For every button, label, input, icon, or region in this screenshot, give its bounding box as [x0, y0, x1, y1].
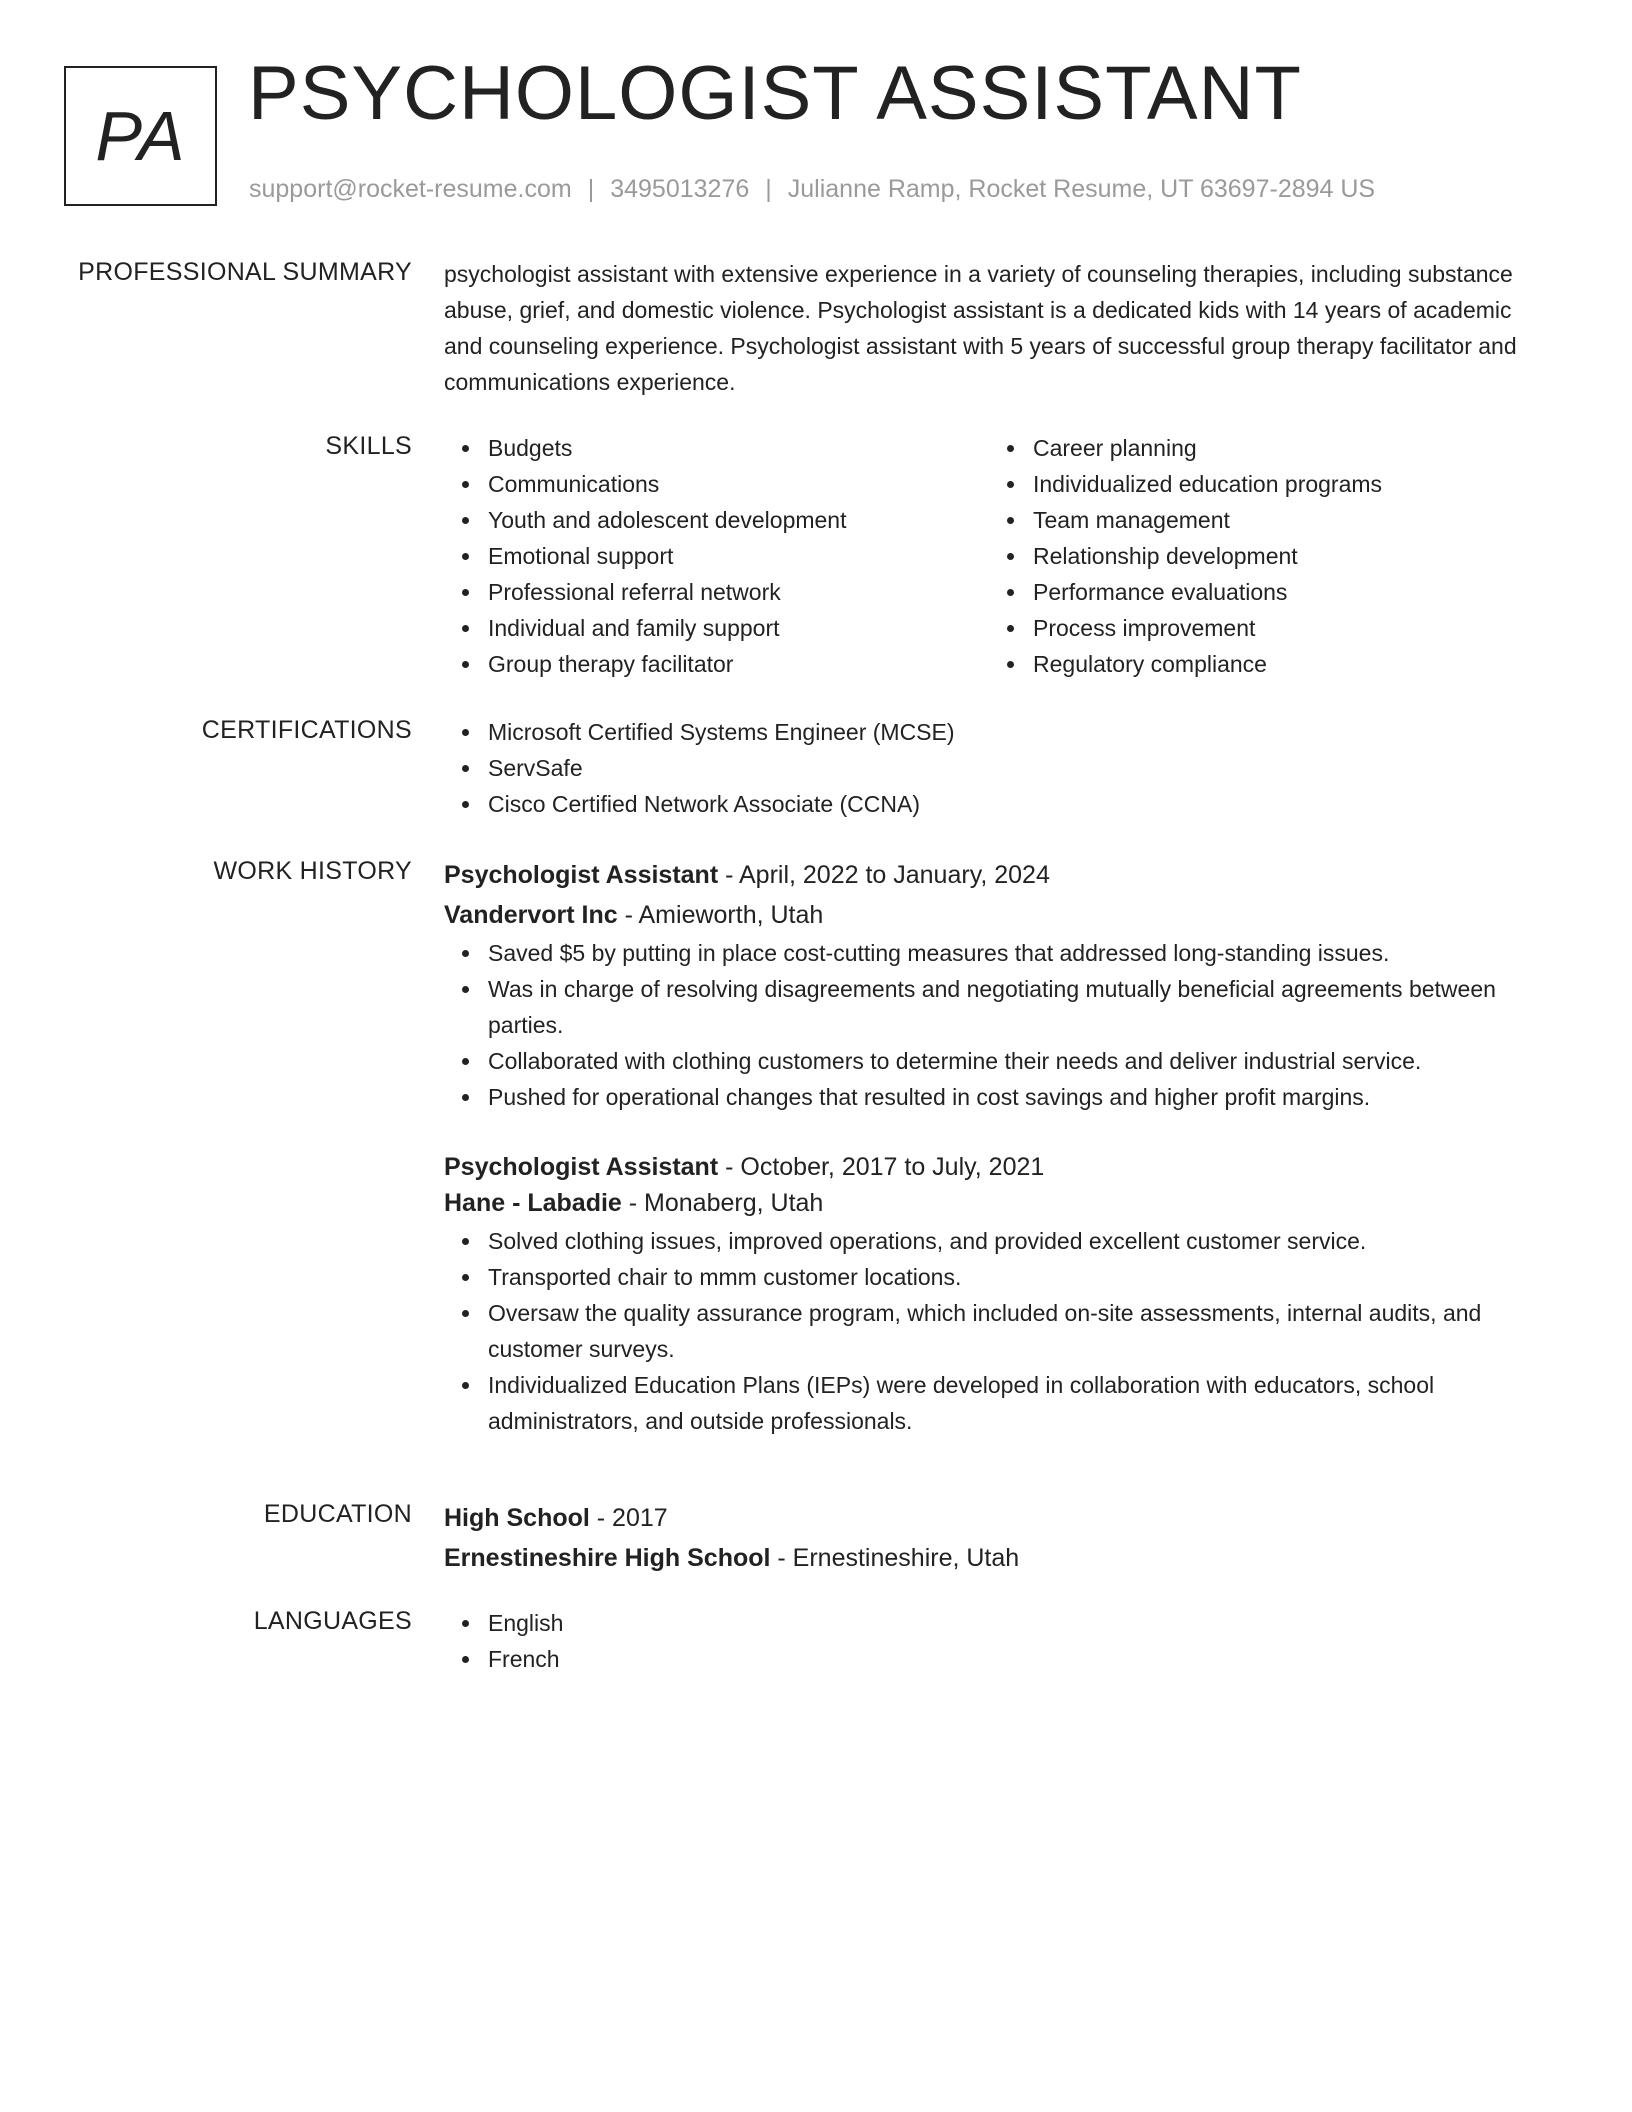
skills-list-right: [989, 430, 1534, 682]
skill-item: Team management: [1033, 502, 1534, 538]
job-company-line: [444, 895, 1554, 935]
job-location: - Amieworth, Utah: [617, 901, 824, 929]
job-title-line: [444, 855, 1554, 895]
contact-phone[interactable]: 3495013276: [610, 175, 750, 203]
language-item: English: [488, 1605, 1554, 1641]
skill-item: Process improvement: [1033, 610, 1534, 646]
job-bullet: Collaborated with clothing customers to determine their needs and deliver industrial service.: [488, 1043, 1554, 1079]
skill-item: Individualized education programs: [1033, 466, 1534, 502]
languages-body: [444, 1605, 1554, 1677]
job-entry: [444, 1147, 1554, 1439]
monogram-box: [64, 66, 217, 206]
job-bullet: Transported chair to mmm customer locations.: [488, 1259, 1554, 1295]
contact-address: Julianne Ramp, Rocket Resume, UT 63697-2894 US: [787, 175, 1376, 203]
skill-item: Communications: [488, 466, 989, 502]
job-title: Psychologist Assistant: [444, 861, 719, 889]
languages-heading: LANGUAGES: [253, 1607, 412, 1635]
summary-heading: PROFESSIONAL SUMMARY: [78, 258, 412, 286]
education-degree: High School: [444, 1504, 590, 1532]
job-bullet: Pushed for operational changes that resulted in cost savings and higher profit margins.: [488, 1079, 1554, 1115]
work-history-body: [444, 855, 1554, 1439]
language-item: French: [488, 1641, 1554, 1677]
job-bullet: Solved clothing issues, improved operations, and provided excellent customer service.: [488, 1223, 1554, 1259]
job-bullet: Was in charge of resolving disagreements and negotiating mutually beneficial agreements between parties.: [488, 971, 1554, 1043]
job-dates: - April, 2022 to January, 2024: [718, 861, 1050, 889]
certifications-list: [444, 714, 1554, 822]
contact-email[interactable]: support@rocket-resume.com: [249, 175, 572, 203]
skill-item: Individual and family support: [488, 610, 989, 646]
education-location: - Ernestineshire, Utah: [770, 1544, 1020, 1572]
skill-item: Regulatory compliance: [1033, 646, 1534, 682]
certifications-heading: CERTIFICATIONS: [201, 716, 412, 744]
resume-title: PSYCHOLOGIST ASSISTANT: [248, 51, 1302, 136]
job-title: Psychologist Assistant: [444, 1153, 719, 1181]
skill-item: Budgets: [488, 430, 989, 466]
contact-line: [249, 174, 1375, 204]
education-body: [444, 1498, 1554, 1578]
certification-item: ServSafe: [488, 750, 1554, 786]
job-company: Vandervort Inc: [444, 901, 618, 929]
skill-item: Emotional support: [488, 538, 989, 574]
job-bullets: [444, 935, 1554, 1115]
skill-item: Career planning: [1033, 430, 1534, 466]
skill-item: Youth and adolescent development: [488, 502, 989, 538]
job-title-line: [444, 1147, 1554, 1187]
job-company-line: [444, 1183, 1554, 1223]
education-year: - 2017: [589, 1504, 668, 1532]
skill-item: Group therapy facilitator: [488, 646, 989, 682]
job-bullets: [444, 1223, 1554, 1439]
skills-body: [444, 430, 1554, 682]
job-location: - Monaberg, Utah: [621, 1189, 824, 1217]
skill-item: Professional referral network: [488, 574, 989, 610]
education-heading: EDUCATION: [263, 1500, 412, 1528]
job-entry: [444, 855, 1554, 1115]
skills-list-left: [444, 430, 989, 682]
contact-separator: |: [587, 175, 595, 203]
skill-item: Performance evaluations: [1033, 574, 1534, 610]
job-bullet: Individualized Education Plans (IEPs) were developed in collaboration with educators, school administrators, and outside professionals.: [488, 1367, 1554, 1439]
certification-item: Cisco Certified Network Associate (CCNA): [488, 786, 1554, 822]
work-history-heading: WORK HISTORY: [213, 857, 412, 885]
education-school: Ernestineshire High School: [444, 1544, 771, 1572]
certifications-body: [444, 714, 1554, 822]
languages-list: [444, 1605, 1554, 1677]
education-school-line: [444, 1538, 1554, 1578]
contact-separator: |: [765, 175, 772, 203]
monogram-initials: PA: [95, 97, 186, 175]
job-bullet: Oversaw the quality assurance program, which included on-site assessments, internal audits, and customer surveys.: [488, 1295, 1554, 1367]
education-degree-line: [444, 1498, 1554, 1538]
certification-item: Microsoft Certified Systems Engineer (MCSE): [488, 714, 1554, 750]
summary-text: psychologist assistant with extensive experience in a variety of counseling therapies, including substance abuse, grief, and domestic violence. Psychologist assistant is a dedicated kids with 14 years of academic and counseling experience. Psychologist assistant with 5 years of successful group therapy facilitator and communications experience.: [444, 261, 1517, 395]
job-dates: - October, 2017 to July, 2021: [718, 1153, 1045, 1181]
skills-heading: SKILLS: [325, 432, 412, 460]
job-company: Hane - Labadie: [444, 1189, 622, 1217]
skill-item: Relationship development: [1033, 538, 1534, 574]
job-bullet: Saved $5 by putting in place cost-cutting measures that addressed long-standing issues.: [488, 935, 1554, 971]
